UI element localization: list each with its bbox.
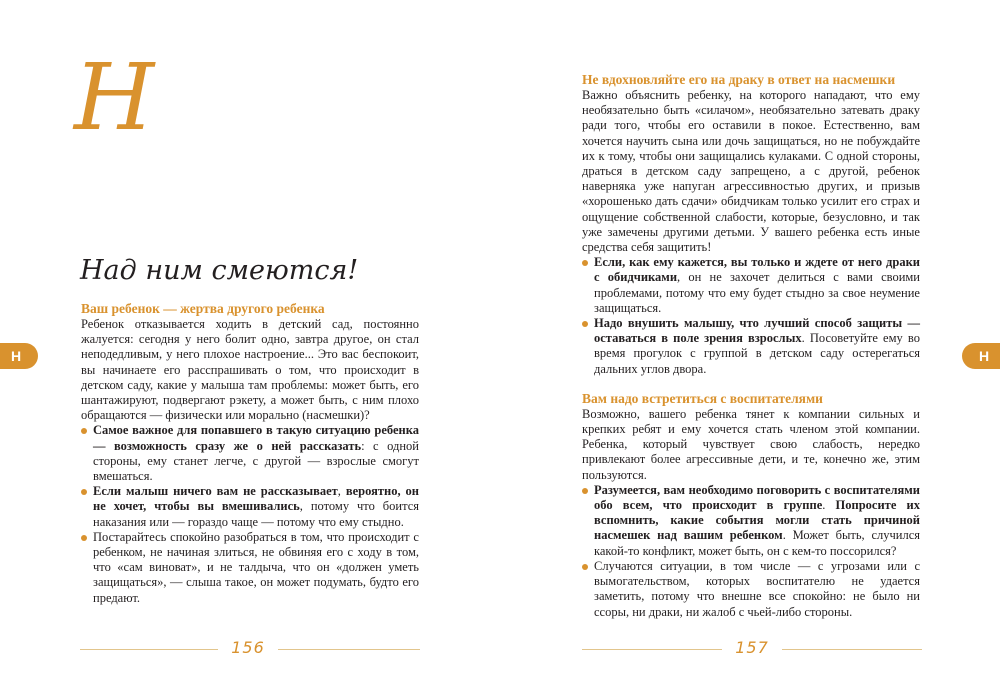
side-tab-right: Н xyxy=(962,343,1000,369)
side-tab-left: Н xyxy=(0,343,38,369)
footer-rule xyxy=(278,649,420,650)
section-heading: Не вдохновляйте его на драку в ответ на насмешки xyxy=(582,72,896,87)
page-number: 157 xyxy=(735,638,769,657)
left-text-block xyxy=(81,301,419,606)
chapter-title: Над ним смеются! xyxy=(80,255,359,286)
bullet-list xyxy=(81,423,419,605)
section-heading: Ваш ребенок — жертва другого ребенка xyxy=(81,301,325,316)
page-footer-right xyxy=(582,638,922,658)
bullet-item: Разумеется, вам необходимо поговорить с воспитателями обо всем, что происходит в группе. Попросите их вспомнить, какие события могли стать причиной насмешек над вашим ребенком. Может быть, случился какой-то конфликт, может быть, он с кем-то поссорился? xyxy=(582,483,920,559)
right-text-block xyxy=(582,72,920,620)
bullet-list xyxy=(582,483,920,620)
footer-rule xyxy=(782,649,922,650)
right-page xyxy=(500,0,1000,689)
page-number: 156 xyxy=(231,638,265,657)
section-paragraph: Важно объяснить ребенку, на которого нападают, что ему необязательно быть «силачом», необязательно затевать драку ради того, чтобы его оставили в покое. Естественно, вам хочется научить сына или дочь защищаться, но не побуждайте их к тому, чтобы они защищались кулаками. С одной стороны, драться в детском саду запрещено, а с другой, ребенок наверняка уже напуган агрессивностью других, и призыв «хорошенько дать сдачи» обидчикам только усилит его страх и ощущение собственной слабости, которые, безусловно, и так уже замечены другими детьми. У вашего ребенка есть иные средства себя защитить! xyxy=(582,88,920,255)
section-heading: Вам надо встретиться с воспитателями xyxy=(582,390,823,406)
bullet-list xyxy=(582,255,920,377)
bullet-item: Постарайтесь спокойно разобраться в том, что происходит с ребенком, не начиная злиться, не обвиняя его с ходу в том, что «сам виноват», и не талдыча, что он «должен уметь защищаться», — слыша такое, он может подумать, будто его предают. xyxy=(81,530,419,606)
footer-rule xyxy=(80,649,218,650)
bullet-item: Надо внушить малышу, что лучший способ защиты — оставаться в поле зрения взрослых. Посоветуйте ему во время прогулок с группой в детском саду остерегаться дальних углов двора. xyxy=(582,316,920,377)
page-footer-left xyxy=(80,638,420,658)
section-paragraph: Ребенок отказывается ходить в детский сад, постоянно жалуется: сегодня у него болит одно, завтра другое, он стал неподедливым, у него плохое настроение... Это вас беспокоит, вы начинаете его расспрашивать о том, что происходит в детском саду, какие у малыша там проблемы: может быть, его шантажируют, подвергают рэкету, а может быть, с ним плохо обращаются — физически или морально (насмешки)? xyxy=(81,317,419,423)
section-paragraph: Возможно, вашего ребенка тянет к компании сильных и крепких ребят и ему хочется стать членом этой компании. Ребенка, который чувствует свою слабость, нередко привлекают более агрессивные дети, и те, конечно же, этим пользуются. xyxy=(582,406,920,482)
footer-rule xyxy=(582,649,722,650)
bullet-item: Если, как ему кажется, вы только и ждете от него драки с обидчиками, он не захочет делиться с вами своими проблемами, потому что ему будет стыдно за свое неумение защищаться. xyxy=(582,255,920,316)
section-spacer xyxy=(582,377,920,391)
bullet-item: Случаются ситуации, в том числе — с угрозами или с вымогательством, которых воспитателю не удается заметить, потому что внешне все спокойно: не было ни ссоры, ни драки, ни жалоб с чьей-либо стороны. xyxy=(582,559,920,620)
bullet-item: Самое важное для попавшего в такую ситуацию ребенка — возможность сразу же о ней рассказать: с одной стороны, ему станет легче, с другой — взрослые смогут вмешаться. xyxy=(81,423,419,484)
chapter-initial-letter: Н xyxy=(74,44,153,151)
bullet-item: Если малыш ничего вам не рассказывает, вероятно, он не хочет, чтобы вы вмешивались, потому что боится наказания или — гораздо чаще — потому что ему стыдно. xyxy=(81,484,419,530)
